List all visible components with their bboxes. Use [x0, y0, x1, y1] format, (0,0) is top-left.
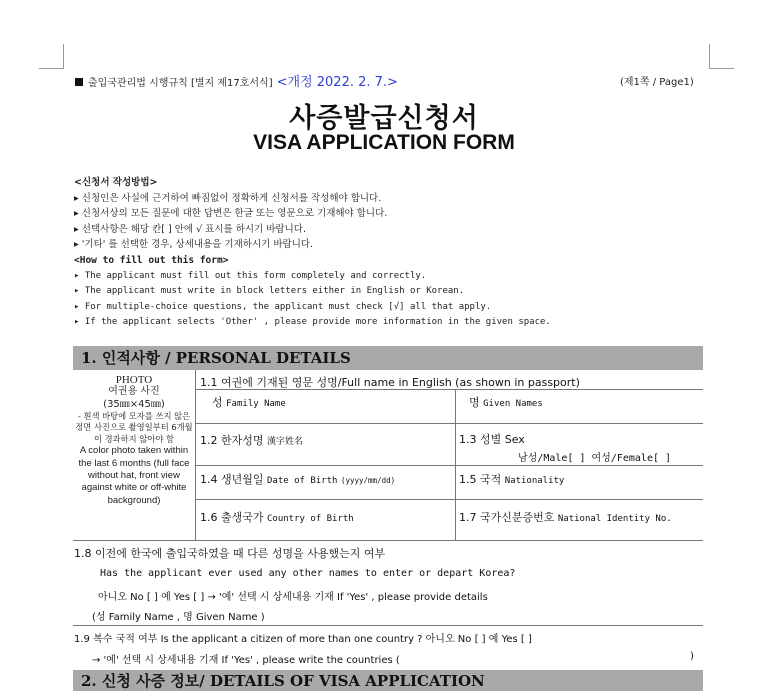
field-sex-label: 1.3 성별 Sex: [459, 433, 525, 446]
photo-korean-note: - 흰색 바탕에 모자를 쓰지 않은 정면 사진으로 촬영일부터 6개월이 경과하지 않아야 함: [75, 410, 193, 444]
surname-label-en: Family Name: [226, 399, 286, 409]
field-country-of-birth[interactable]: [200, 509, 354, 525]
instruction-item: ▸ If the applicant selects 'Other' , please provide more information in the given space.: [74, 317, 551, 328]
field-national-id[interactable]: [459, 509, 672, 525]
page-corner-mark-left: [39, 44, 64, 69]
row-divider: [73, 625, 703, 626]
row-divider: [196, 465, 703, 466]
photo-title: PHOTO: [115, 374, 153, 386]
page-corner-mark-right: [709, 44, 734, 69]
question-1-8-names[interactable]: (성 Family Name , 명 Given Name ): [92, 612, 265, 623]
photo-size: (35㎜×45㎜): [103, 398, 165, 410]
form-title-korean: 사증발급신청서: [289, 103, 479, 134]
field-given-names[interactable]: [469, 394, 543, 410]
dob-label-en: Date of Birth: [267, 476, 338, 486]
instruction-item: ▸ 신청서상의 모든 질문에 대한 답변은 한글 또는 영문으로 기재해야 합니다.: [74, 208, 388, 220]
national-id-label-ko: 1.7 국가신분증번호: [459, 511, 555, 524]
photo-box[interactable]: [73, 370, 196, 540]
row-divider: [196, 423, 703, 424]
question-1-8-en: Has the applicant ever used any other names to enter or depart Korea?: [100, 568, 516, 579]
instruction-item: ▸ The applicant must fill out this form completely and correctly.: [74, 270, 427, 281]
revision-date: <개정 2022. 2. 7.>: [276, 75, 398, 90]
surname-label-ko: 성: [212, 396, 223, 409]
instruction-item: ▸ 신청인은 사실에 근거하여 빠짐없이 정확하게 신청서를 작성해야 합니다.: [74, 192, 382, 204]
dob-label-ko: 1.4 생년월일: [200, 473, 264, 486]
field-nationality[interactable]: [459, 471, 564, 487]
dob-format: (yyyy/mm/dd): [340, 476, 396, 485]
photo-english-note: A color photo taken within the last 6 months (full face without hat, front view against white or off-white background): [78, 445, 190, 506]
instruction-item: ▸ 선택사항은 해당 칸[ ] 안에 √ 표시를 하시기 바랍니다.: [74, 223, 306, 235]
national-id-label-en: National Identity No.: [557, 514, 672, 524]
field-label-full-name: 1.1 여권에 기재된 영문 성명/Full name in English (as shown in passport): [200, 376, 580, 389]
question-1-9[interactable]: 1.9 복수 국적 여부 Is the applicant a citizen of more than one country ? 아니오 No [ ] 예 Yes [ ]: [74, 634, 532, 645]
row-divider: [73, 540, 703, 541]
question-1-8-options[interactable]: 아니오 No [ ] 예 Yes [ ] → '예' 선택 시 상세내용 기재 If 'Yes' , please provide details: [98, 592, 488, 603]
field-surname[interactable]: [212, 394, 286, 410]
chinese-name-label-cn: 漢字姓名: [267, 437, 304, 447]
section-visa-details-header: 2. 신청 사증 정보/ DETAILS OF VISA APPLICATION: [73, 670, 703, 691]
chinese-name-label-ko: 1.2 한자성명: [200, 434, 264, 447]
birth-country-label-ko: 1.6 출생국가: [200, 511, 264, 524]
given-label-ko: 명: [469, 396, 480, 409]
row-divider: [196, 499, 703, 500]
instruction-item: ▸ The applicant must write in block letters either in English or Korean.: [74, 286, 465, 297]
form-title-english: VISA APPLICATION FORM: [253, 131, 515, 154]
given-label-en: Given Names: [483, 399, 543, 409]
birth-country-label-en: Country of Birth: [267, 514, 354, 524]
instructions-heading-ko: <신청서 작성방법>: [74, 177, 158, 188]
bullet-square-icon: [75, 78, 83, 86]
nationality-label-ko: 1.5 국적: [459, 473, 502, 486]
field-date-of-birth[interactable]: [200, 471, 395, 487]
field-chinese-name[interactable]: [200, 432, 303, 448]
photo-korean-label: 여권용 사진: [108, 386, 160, 398]
form-header: [75, 71, 398, 90]
instruction-item: ▸ For multiple-choice questions, the applicant must check [√] all that apply.: [74, 301, 492, 312]
column-divider: [455, 389, 456, 540]
instruction-item: ▸ '기타' 를 선택한 경우, 상세내용을 기재하시기 바랍니다.: [74, 239, 314, 251]
instructions: [74, 175, 714, 331]
instructions-heading-en: <How to fill out this form>: [74, 254, 229, 266]
nationality-label-en: Nationality: [504, 476, 565, 486]
question-1-9-detail[interactable]: → '예' 선택 시 상세내용 기재 If 'Yes' , please write the countries (: [92, 655, 400, 666]
question-1-9-close: ): [690, 651, 694, 662]
sex-options[interactable]: 남성/Male[ ] 여성/Female[ ]: [518, 453, 672, 464]
section-personal-details-header: 1. 인적사항 / PERSONAL DETAILS: [73, 346, 703, 370]
regulation-text: 출입국관리법 시행규칙 [별지 제17호서식]: [88, 78, 273, 89]
question-1-8-ko: 1.8 이전에 한국에 출입국하였을 때 다른 성명을 사용했는지 여부: [74, 547, 386, 560]
page-number: (제1쪽 / Page1): [620, 77, 694, 88]
